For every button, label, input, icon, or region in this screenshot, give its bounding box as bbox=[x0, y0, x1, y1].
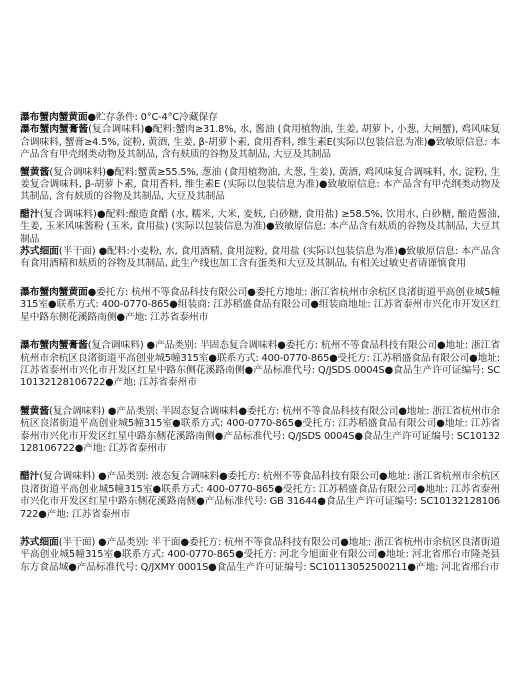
producer-info-block bbox=[20, 287, 500, 574]
section-text: (复合调味料) ●产品类别: 液态复合调味料●委托方: 杭州不等食品科技有限公司●地址: 浙江省杭州市余杭区良渚街道平高创业城5幢315室●联系方式: 400-0770-865●受托方: 江苏稻盛食品有限公司●地址: 江苏省泰州市兴化市开发区红星中路东侧花溪路南侧●产品标准代号: GB 31644●食品生产许可证编号: SC10132128106722●产地: 江苏省泰州市 bbox=[20, 471, 500, 520]
storage-paragraph bbox=[20, 112, 500, 124]
section-title: 瀑布蟹肉蟹膏酱 bbox=[20, 124, 89, 136]
section-title: 苏式细面 bbox=[20, 536, 59, 548]
product-label-sheet bbox=[20, 112, 500, 574]
section-title: 醋汁 bbox=[20, 208, 40, 220]
crab-roe-sauce-ingredients bbox=[20, 167, 500, 204]
section-title: 苏式细面 bbox=[20, 246, 59, 258]
crab-meat-sauce-ingredients bbox=[20, 124, 500, 161]
noodle-producer bbox=[20, 537, 500, 574]
vinegar-producer bbox=[20, 471, 500, 521]
vinegar-ingredients bbox=[20, 209, 500, 246]
section-text: (复合调味料)●配料:蟹肉≥31.8%, 水, 酱油 (食用植物油, 生姜, 胡萝卜, 小葱, 大闸蟹), 鸡风味复合调味料, 蟹膏≥4.5%, 淀粉, 黄酒, 生姜, β-胡萝卜素, 食用香料, 维生素E(实际以包装信息为准)●致敏原信息: 本产品含有甲壳纲类动物及其制品, 含有麸质的谷物及其制品, 大豆及其制品 bbox=[20, 124, 501, 161]
section-title: 瀑布蟹肉蟹膏酱 bbox=[20, 340, 88, 352]
section-title: 瀑布蟹肉蟹黄面 bbox=[20, 286, 88, 298]
noodle-kit-producer bbox=[20, 287, 500, 324]
crab-roe-sauce-producer bbox=[20, 406, 500, 456]
section-text: (复合调味料)●配料:酿造食醋 (水, 糯米, 大米, 麦麸, 白砂糖, 食用盐) ≥58.5%, 饮用水, 白砂糖, 酿造酱油, 生姜, 玉米风味酱粉 (玉米, 食用盐) (实际以包装信息为准)●致敏原信息: 本产品含有麸质的谷物及其制品, 大豆其制品 bbox=[20, 208, 501, 245]
section-title: 蟹黄酱 bbox=[20, 405, 50, 417]
section-title: 蟹黄酱 bbox=[20, 166, 50, 178]
section-text: (复合调味料)●配料:蟹黄≥55.5%, 葱油 (食用植物油, 大葱, 生姜), 黄酒, 鸡风味复合调味料, 水, 淀粉, 生姜复合调味料, β-胡萝卜素, 食用香料, 维生素E (实际以包装信息为准)●致敏原信息: 本产品含有甲壳纲类动物及其制品, 含有麸质的谷物及其制品, 大豆及其制品 bbox=[20, 166, 500, 203]
section-title: 瀑布蟹肉蟹黄面 bbox=[20, 112, 88, 123]
section-title: 醋汁 bbox=[20, 471, 40, 483]
section-text: (半干面) ●配料:小麦粉, 水, 食用酒精, 食用淀粉, 食用盐 (实际以包装信息为准)●致敏原信息: 本产品含有食用酒精和麸质的谷物及其制品, 此生产线也加工含有蛋类和大豆及其制品, 有相关过敏史者请谨慎食用 bbox=[20, 246, 500, 270]
ingredients-block bbox=[20, 112, 500, 271]
section-text: (复合调味料) ●产品类别: 半固态复合调味料●委托方: 杭州不等食品科技有限公司●地址: 浙江省杭州市余杭区良渚街道平高创业城5幢315室●联系方式: 400-0770-865●受托方: 江苏稻盛食品有限公司●地址: 江苏省泰州市兴化市开发区红星中路东侧花溪路南侧●产品标准代号: Q/JSDS 0004S●食品生产许可证编号: SC10132128106722●产地: 江苏省泰州市 bbox=[20, 340, 500, 389]
section-text: (半干面) ●产品类别: 半干面●委托方: 杭州不等食品科技有限公司●地址: 浙江省杭州市余杭区良渚街道平高创业城5幢315室●联系方式: 400-0770-865●受托方: 河北今旭面业有限公司●地址: 河北省邢台市隆尧县东方食品城●产品标准代号: Q/JXMY 0001S●食品生产许可证编号: SC10113052500211●产地: 河北省邢台市 bbox=[20, 536, 500, 573]
section-text: ●委托方: 杭州不等食品科技有限公司●委托方地址: 浙江省杭州市余杭区良渚街道平高创业城5幢315室●联系方式: 400-0770-865●组装商: 江苏稻盛食品有限公司●组装商地址: 江苏省泰州市兴化市开发区红星中路东侧花溪路南侧●产地: 江苏省泰州市 bbox=[20, 286, 500, 323]
crab-meat-sauce-producer bbox=[20, 340, 500, 390]
section-text: (复合调味料) ●产品类别: 半固态复合调味料●委托方: 杭州不等食品科技有限公司●地址: 浙江省杭州市余杭区良渚街道平高创业城5幢315室●联系方式: 400-0770-865●受托方: 江苏稻盛食品有限公司●地址: 江苏省泰州市兴化市开发区红星中路东侧花溪路南侧●产品标准代号: Q/JSDS 0004S●食品生产许可证编号: SC10132128106722●产地: 江苏省泰州市 bbox=[20, 405, 500, 454]
noodle-ingredients bbox=[20, 246, 500, 271]
section-text: ●贮存条件: 0°C-4°C冷藏保存 bbox=[87, 112, 218, 123]
